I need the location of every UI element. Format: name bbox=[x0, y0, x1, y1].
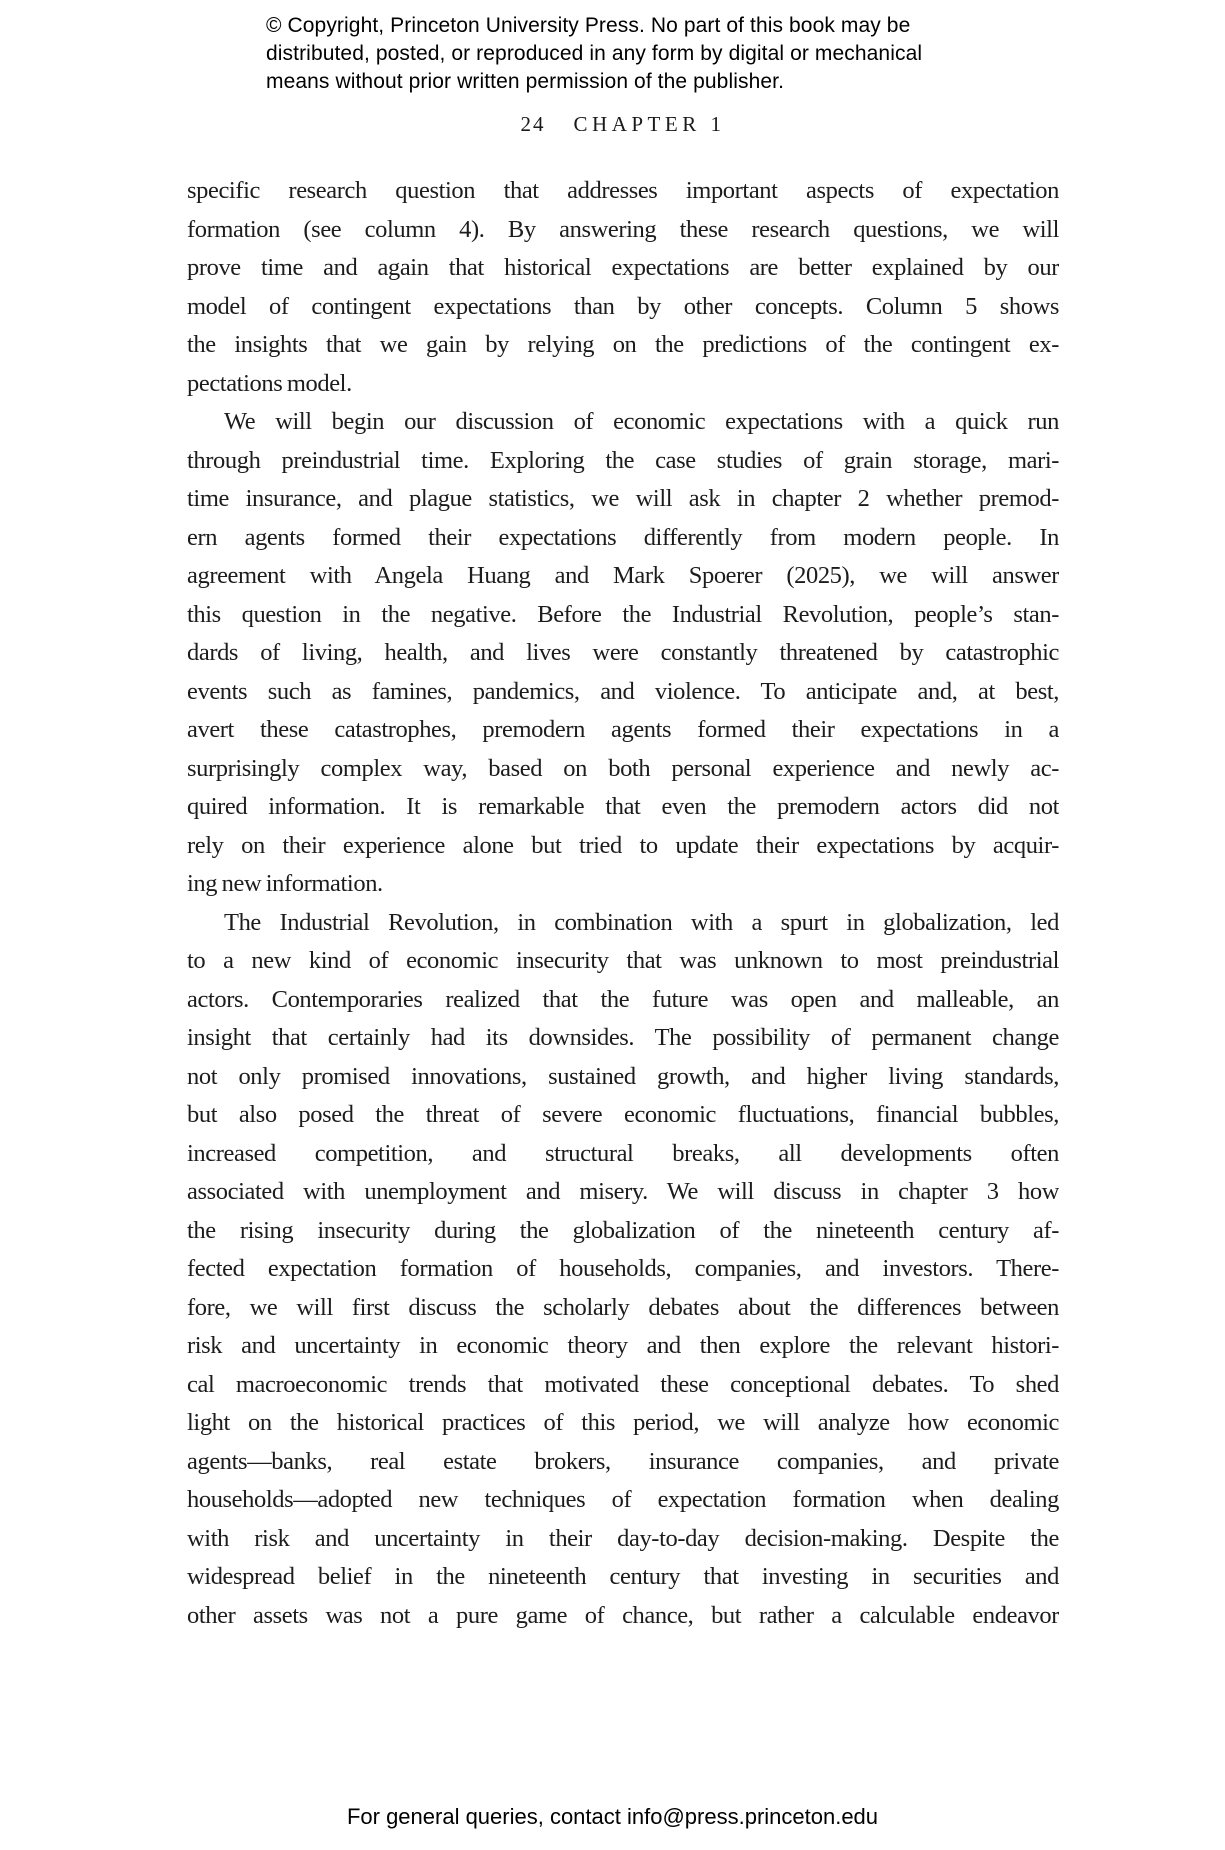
text-line: households—adopted new techniques of expectation formation when dealing bbox=[187, 1486, 1059, 1513]
text-line: with risk and uncertainty in their day-to-day decision-making. Despite the bbox=[187, 1524, 1059, 1552]
copyright-line: distributed, posted, or reproduced in any form by digital or mechanical bbox=[266, 42, 923, 65]
copyright-line: © Copyright, Princeton University Press. No part of this book may be bbox=[266, 14, 911, 37]
text-line: this question in the negative. Before the Industrial Revolution, people’s stan- bbox=[187, 600, 1059, 628]
body-text bbox=[187, 172, 1059, 1635]
text-line: light on the historical practices of this period, we will analyze how economic bbox=[187, 1409, 1059, 1436]
page-number: 24 bbox=[520, 112, 546, 136]
text-line: but also posed the threat of severe economic fluctuations, financial bubbles, bbox=[187, 1101, 1059, 1128]
footer-queries-text: For general queries, contact info@press.princeton.edu bbox=[346, 1804, 879, 1829]
text-line: associated with unemployment and misery. We will discuss in chapter 3 how bbox=[187, 1178, 1059, 1205]
text-line: fected expectation formation of households, companies, and investors. There- bbox=[187, 1255, 1059, 1282]
text-line: events such as famines, pandemics, and violence. To anticipate and, at best, bbox=[187, 677, 1059, 705]
text-line: prove time and again that historical expectations are better explained by our bbox=[187, 254, 1059, 281]
paragraph bbox=[187, 904, 1059, 1636]
text-line: agreement with Angela Huang and Mark Spoerer (2025), we will answer bbox=[187, 562, 1059, 589]
text-line: rely on their experience alone but tried to update their expectations by acquir- bbox=[187, 831, 1059, 859]
running-head bbox=[187, 112, 1059, 137]
text-line: pectations model. bbox=[187, 369, 352, 397]
text-line: fore, we will first discuss the scholarly debates about the differences between bbox=[187, 1293, 1059, 1321]
text-line: ern agents formed their expectations differently from modern people. In bbox=[187, 523, 1059, 551]
text-line: not only promised innovations, sustained growth, and higher living standards, bbox=[187, 1062, 1059, 1090]
text-line: actors. Contemporaries realized that the future was open and malleable, an bbox=[187, 985, 1059, 1013]
copyright-line: means without prior written permission of the publisher. bbox=[266, 70, 785, 93]
text-line: specific research question that addresses important aspects of expectation bbox=[187, 177, 1059, 204]
text-line: risk and uncertainty in economic theory and then explore the relevant histori- bbox=[187, 1332, 1059, 1359]
text-line: agents—banks, real estate brokers, insurance companies, and private bbox=[187, 1447, 1059, 1475]
text-line: dards of living, health, and lives were constantly threatened by catastrophic bbox=[187, 639, 1059, 666]
text-line: We will begin our discussion of economic expectations with a quick run bbox=[224, 408, 1059, 435]
footer-queries bbox=[0, 1804, 1225, 1830]
text-line: cal macroeconomic trends that motivated these conceptional debates. To shed bbox=[187, 1370, 1059, 1398]
paragraph bbox=[187, 403, 1059, 904]
copyright-notice bbox=[266, 12, 922, 96]
text-line: through preindustrial time. Exploring the case studies of grain storage, mari- bbox=[187, 446, 1059, 474]
text-line: other assets was not a pure game of chance, but rather a calculable endeavor bbox=[187, 1601, 1059, 1629]
text-line: widespread belief in the nineteenth century that investing in securities and bbox=[187, 1563, 1059, 1590]
chapter-label: CHAPTER 1 bbox=[573, 112, 726, 136]
text-line: ing new information. bbox=[187, 870, 383, 897]
text-line: the insights that we gain by relying on the predictions of the contingent ex- bbox=[187, 331, 1059, 358]
text-line: model of contingent expectations than by other concepts. Column 5 shows bbox=[187, 292, 1059, 320]
text-line: formation (see column 4). By answering these research questions, we will bbox=[187, 215, 1059, 243]
paragraph bbox=[187, 172, 1059, 403]
text-line: increased competition, and structural breaks, all developments often bbox=[187, 1139, 1059, 1167]
text-line: to a new kind of economic insecurity that was unknown to most preindustrial bbox=[187, 947, 1059, 974]
text-line: surprisingly complex way, based on both personal experience and newly ac- bbox=[187, 754, 1059, 782]
text-line: quired information. It is remarkable that even the premodern actors did not bbox=[187, 793, 1059, 820]
text-line: time insurance, and plague statistics, we will ask in chapter 2 whether premod- bbox=[187, 485, 1059, 512]
text-line: the rising insecurity during the globalization of the nineteenth century af- bbox=[187, 1216, 1059, 1244]
text-line: avert these catastrophes, premodern agents formed their expectations in a bbox=[187, 716, 1059, 743]
text-line: insight that certainly had its downsides. The possibility of permanent change bbox=[187, 1024, 1059, 1051]
text-line: The Industrial Revolution, in combination with a spurt in globalization, led bbox=[224, 908, 1059, 936]
